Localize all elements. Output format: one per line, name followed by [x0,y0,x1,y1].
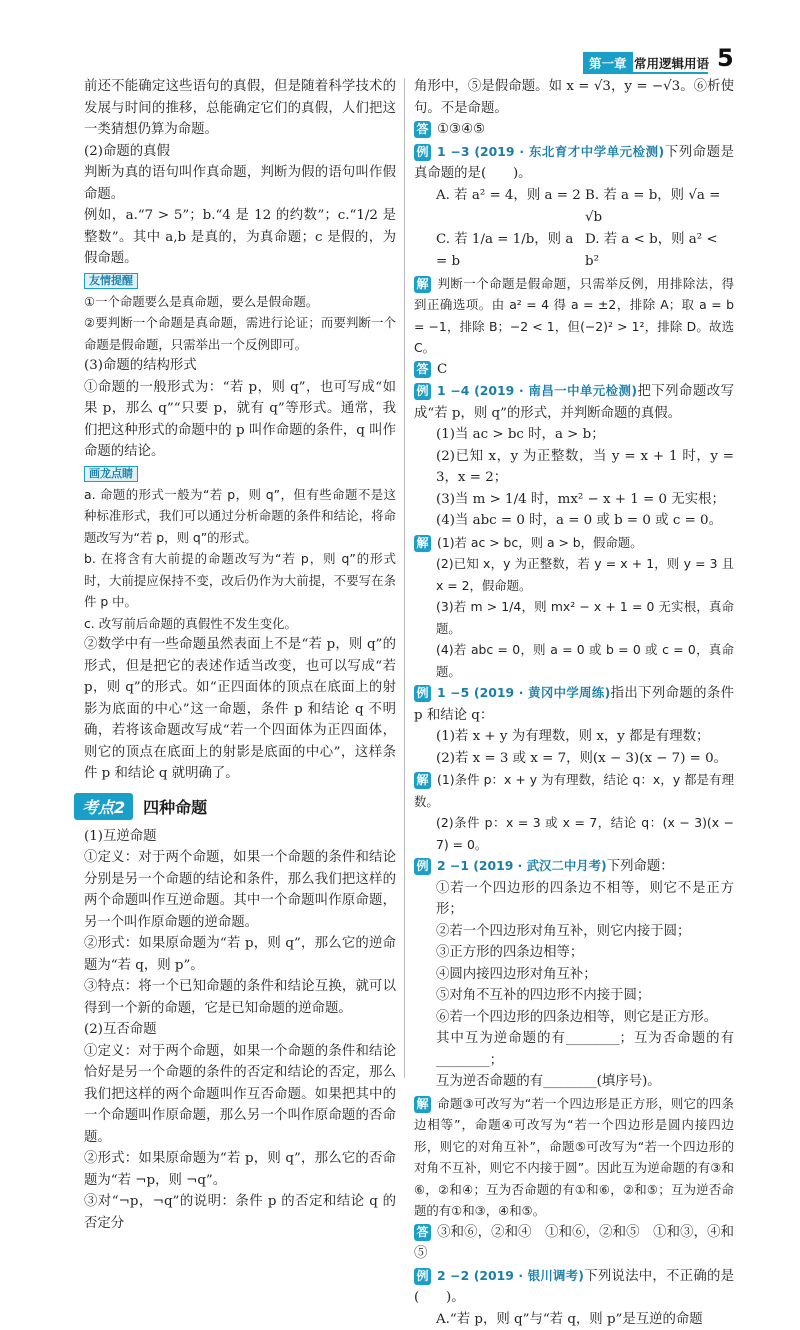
option-b: B. 若 a = b，则 √a = √b [585,185,734,229]
example-question [414,855,734,878]
example-icon: 例 [414,1268,431,1285]
solution-icon: 解 [414,772,431,789]
tip-text: c. 改写前后命题的真假性不发生变化。 [84,613,396,635]
solution-icon: 解 [414,535,431,552]
solution-text: (2)已知 x，y 为正整数，若 y = x + 1，则 y = 3 且 x = 2，假命题。 [414,553,734,596]
solution-text: (2)条件 p：x = 3 或 x = 7，结论 q：(x − 3)(x − 7) = 0。 [414,812,734,855]
chapter-label: 第一章 [583,52,633,74]
example-source: (2019 · 东北育才中学单元检测) [474,144,664,159]
example-icon: 例 [414,144,431,161]
example-icon: 例 [414,858,431,875]
paragraph: ①定义：对于两个命题，如果一个命题的条件和结论恰好是另一个命题的条件的否定和结论的否定，那么我们把这样的两个命题叫作互否命题。如果把其中的一个命题叫作原命题，那么另一个叫作原命题的否命题。 [84,1041,396,1149]
answer-text: ③和⑥，②和④ ①和⑥，②和⑤ ①和③，④和⑤ [414,1225,734,1262]
paragraph: 例如，a.“7 > 5”；b.“4 是 12 的约数”；c.“1/2 是整数”。其中 a,b 是真的，为真命题；c 是假的，为假命题。 [84,205,396,270]
paragraph: ①定义：对于两个命题，如果一个命题的条件和结论分别是另一个命题的结论和条件，那么我们把这样的两个命题叫作互逆命题。其中一个命题叫作原命题，另一个叫作原命题的逆命题。 [84,847,396,933]
example-question [414,1265,734,1309]
solution-text: (1)条件 p：x + y 为有理数，结论 q：x，y 都是有理数。 [414,772,734,809]
tip-tag: 友情提醒 [84,273,138,289]
example-number: 2 −2 [437,1268,469,1283]
option-a: A.“若 p，则 q”与“若 q，则 p”是互逆的命题 [414,1309,734,1330]
column-divider [404,78,405,1078]
example-text: 指出下列命题的条件 p 和结论 q： [414,686,734,723]
example-source: (2019 · 武汉二中月考) [473,858,607,873]
subheading: (3)命题的结构形式 [84,355,396,377]
list-item: 互为逆否命题的有________(填序号)。 [414,1071,734,1093]
solution-icon: 解 [414,1096,431,1113]
paragraph: ③特点：将一个已知命题的条件和结论互换，就可以得到一个新的命题，它是已知命题的逆命题。 [84,976,396,1019]
option-a: A. 若 a² = 4，则 a = 2 [436,185,585,229]
answer-line [414,1222,734,1265]
example-icon: 例 [414,383,431,400]
solution [414,769,734,812]
example-number: 1 −4 [437,383,469,398]
list-item: (2)若 x = 3 或 x = 7，则(x − 3)(x − 7) = 0。 [414,748,734,770]
list-item: (3)当 m > 1/4 时，mx² − x + 1 = 0 无实根； [414,489,734,511]
solution-text: (3)若 m > 1/4，则 mx² − x + 1 = 0 无实根，真命题。 [414,596,734,639]
solution-text: 命题③可改写为“若一个四边形是正方形，则它的四条边相等”，命题④可改写为“若一个四边形是圆内接四边形，则它的对角互补”，命题⑤可改写为“若一个四边形的对角不互补，则它不内接于圆”。因此互为逆命题的有③和⑥，②和④；互为否命题的有①和⑥，②和⑤；互为逆否命题的有①和③，④和⑤。 [414,1096,734,1219]
answer-line [414,119,734,141]
paragraph: ③对“¬p，¬q”的说明：条件 p 的否定和结论 q 的否定分 [84,1191,396,1234]
option-d: D. 若 a < b，则 a² < b² [585,229,734,273]
list-item: ⑤对角不互补的四边形不内接于圆； [414,985,734,1007]
example-source: (2019 · 黄冈中学周练) [474,685,610,700]
options [414,185,734,273]
list-item: ③正方形的四条边相等； [414,942,734,964]
solution-icon: 解 [414,276,431,293]
solution [414,1093,734,1222]
example-number: 2 −1 [437,858,469,873]
paragraph: 角形中，⑤是假命题。如 x = √3，y = −√3。⑥析使句。不是命题。 [414,76,734,119]
example-question [414,141,734,185]
section-heading [74,793,396,820]
example-text: 下列命题： [607,859,674,874]
solution-text: 判断一个命题是假命题，只需举反例，用排除法，得到正确选项。由 a² = 4 得 a = ±2，排除 A；取 a = b = −1，排除 B；−2 < 1，但(−2)² > 1²，排除 D。故选 C。 [414,276,734,356]
example-source: (2019 · 南昌一中单元检测) [474,383,637,398]
solution [414,532,734,554]
tip-tag: 画龙点睛 [84,466,138,482]
solution [414,273,734,359]
chapter-title: 常用逻辑用语 [630,52,713,74]
tip-text: ②要判断一个命题是真命题，需进行论证；而要判断一个命题是假命题，只需举出一个反例即可。 [84,312,396,355]
list-item: (2)已知 x，y 为正整数，当 y = x + 1 时，y = 3，x = 2； [414,446,734,489]
subheading: (2)互否命题 [84,1019,396,1041]
list-item: ④圆内接四边形对角互补； [414,964,734,986]
page-header [0,0,800,76]
example-icon: 例 [414,685,431,702]
section-title: 四种命题 [143,795,207,818]
page-number: 5 [717,44,734,72]
answer-icon: 答 [414,121,431,138]
paragraph: ①命题的一般形式为：“若 p，则 q”，也可写成“如果 p，那么 q”“只要 p，就有 q”等形式。通常，我们把这种形式的命题中的 p 叫作命题的条件，q 叫作命题的结论。 [84,377,396,463]
example-question [414,380,734,424]
option-c: C. 若 1/a = 1/b，则 a = b [436,229,585,273]
example-number: 1 −3 [437,144,470,159]
list-item: (4)当 abc = 0 时，a = 0 或 b = 0 或 c = 0。 [414,510,734,532]
list-item: ①若一个四边形的四条边不相等，则它不是正方形； [414,878,734,921]
list-item: (1)若 x + y 为有理数，则 x，y 都是有理数； [414,726,734,748]
right-column [414,76,734,1330]
tip-text: a. 命题的形式一般为“若 p，则 q”，但有些命题不是这种标准形式，我们可以通过分析命题的条件和结论，将命题改写为“若 p，则 q”的形式。 [84,484,396,549]
header-rule [583,72,708,74]
tip-text: ①一个命题要么是真命题，要么是假命题。 [84,291,396,313]
list-item: 其中互为逆命题的有________；互为否命题的有________； [414,1028,734,1071]
left-column [84,76,396,1234]
paragraph: ②形式：如果原命题为“若 p，则 q”，那么它的否命题为“若 ¬p，则 ¬q”。 [84,1148,396,1191]
example-text: 下列说法中，不正确的是( )。 [414,1269,734,1306]
tip-text: b. 在将含有大前提的命题改写为“若 p，则 q”的形式时，大前提应保持不变，改后仍作为大前提，不要写在条件 p 中。 [84,548,396,613]
list-item: ②若一个四边形对角互补，则它内接于圆； [414,921,734,943]
paragraph: ②形式：如果原命题为“若 p，则 q”，那么它的逆命题为“若 q，则 p”。 [84,933,396,976]
list-item: (1)当 ac > bc 时，a > b； [414,424,734,446]
example-source: (2019 · 银川调考) [474,1268,584,1283]
list-item: ⑥若一个四边形的四条边相等，则它是正方形。 [414,1007,734,1029]
answer-icon: 答 [414,361,431,378]
subheading: (2)命题的真假 [84,141,396,163]
answer-line [414,359,734,381]
example-text: 把下列命题改写成“若 p，则 q”的形式，并判断命题的真假。 [414,384,734,421]
paragraph: 判断为真的语句叫作真命题，判断为假的语句叫作假命题。 [84,162,396,205]
example-number: 1 −5 [437,685,469,700]
answer-text: ①③④⑤ [437,122,485,137]
solution-text: (1)若 ac > bc，则 a > b，假命题。 [437,535,643,550]
answer-text: C [437,362,447,377]
example-text: 下列命题是真命题的是( )。 [414,145,734,182]
subheading: (1)互逆命题 [84,826,396,848]
example-question [414,682,734,726]
paragraph: 前还不能确定这些语句的真假，但是随着科学技术的发展与时间的推移，总能确定它们的真假，人们把这一类猜想仍算为命题。 [84,76,396,141]
answer-icon: 答 [414,1224,431,1241]
solution-text: (4)若 abc = 0，则 a = 0 或 b = 0 或 c = 0，真命题。 [414,639,734,682]
paragraph: ②数学中有一些命题虽然表面上不是“若 p，则 q”的形式，但是把它的表述作适当改变，也可以写成“若 p，则 q”的形式。如“正四面体的顶点在底面上的射影为底面的中心”这一命题，条件 p 和结论 q 不明确，若将该命题改写成“若一个四面体为正四面体，则它的顶点在底面上的射影是底面的中心”，这样条件 p 和结论 q 就明确了。 [84,634,396,785]
section-badge: 考点2 [74,793,133,820]
